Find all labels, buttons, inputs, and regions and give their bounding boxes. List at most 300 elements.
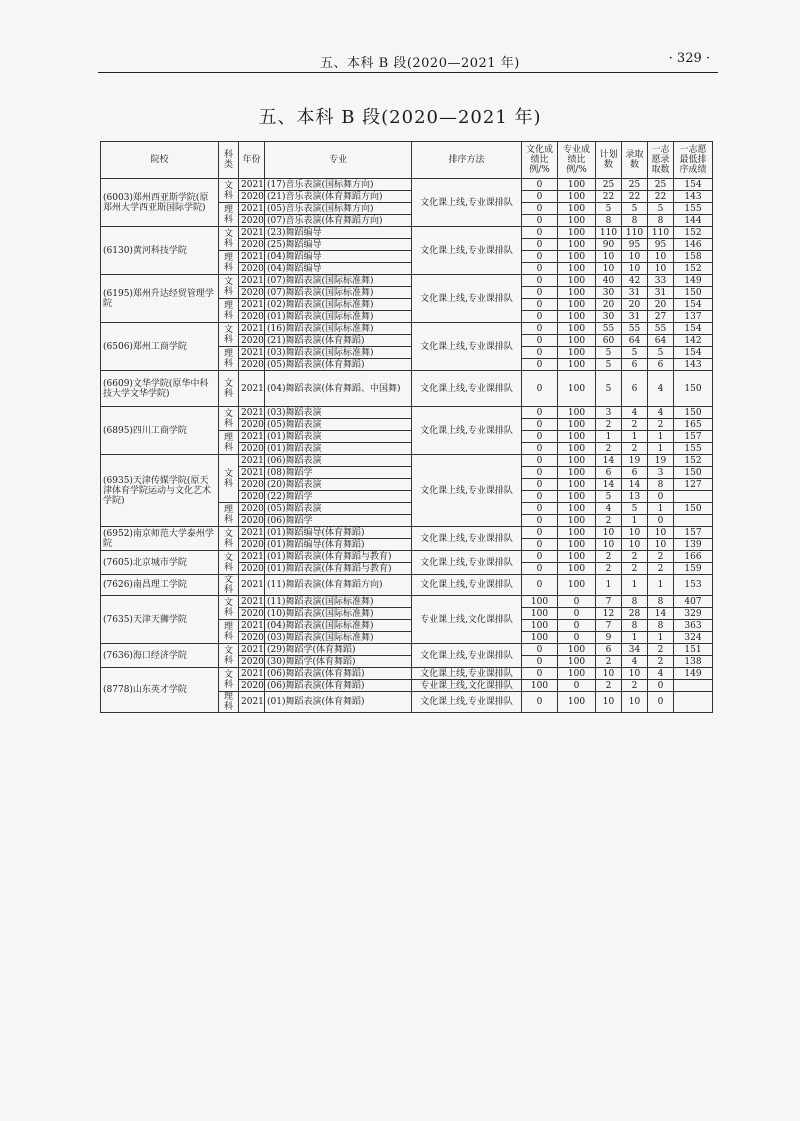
ranking-method: 文化课上线,专业课排队 xyxy=(412,455,522,527)
admitted-count: 10 xyxy=(622,263,648,275)
admitted-count: 5 xyxy=(622,503,648,515)
min-score: 144 xyxy=(674,215,713,227)
major-cell: (01)舞蹈表演(体育舞蹈与教育) xyxy=(265,551,412,563)
culture-ratio: 0 xyxy=(522,263,558,275)
first-choice-count: 19 xyxy=(648,455,674,467)
culture-ratio: 0 xyxy=(522,467,558,479)
subject-type: 文科 xyxy=(219,227,239,251)
table-row xyxy=(101,668,713,680)
first-choice-count: 1 xyxy=(648,431,674,443)
plan-count: 2 xyxy=(596,551,622,563)
subject-type: 文科 xyxy=(219,407,239,431)
admitted-count: 42 xyxy=(622,275,648,287)
min-score: 152 xyxy=(674,455,713,467)
plan-count: 6 xyxy=(596,467,622,479)
min-score xyxy=(674,692,713,713)
min-score: 154 xyxy=(674,299,713,311)
major-ratio: 100 xyxy=(558,443,596,455)
min-score xyxy=(674,515,713,527)
major-cell: (04)舞蹈表演(体育舞蹈、中国舞) xyxy=(265,371,412,407)
year-cell: 2020 xyxy=(239,263,265,275)
min-score: 153 xyxy=(674,575,713,596)
plan-count: 2 xyxy=(596,680,622,692)
admitted-count: 22 xyxy=(622,191,648,203)
subject-type: 文科 xyxy=(219,668,239,692)
major-ratio: 100 xyxy=(558,644,596,656)
year-cell: 2020 xyxy=(239,608,265,620)
school-name: (6952)南京师范大学泰州学院 xyxy=(101,527,219,551)
major-cell: (25)舞蹈编导 xyxy=(265,239,412,251)
running-head xyxy=(98,50,718,73)
year-cell: 2021 xyxy=(239,371,265,407)
header-school: 院校 xyxy=(101,142,219,179)
page-number: · 329 · xyxy=(668,51,710,66)
admitted-count: 6 xyxy=(622,359,648,371)
plan-count: 110 xyxy=(596,227,622,239)
plan-count: 1 xyxy=(596,575,622,596)
major-cell: (01)舞蹈编导(体育舞蹈) xyxy=(265,527,412,539)
school-name: (8778)山东英才学院 xyxy=(101,668,219,713)
table-row xyxy=(101,551,713,563)
admitted-count: 10 xyxy=(622,251,648,263)
major-cell: (01)舞蹈表演(体育舞蹈与教育) xyxy=(265,563,412,575)
section-title: 五、本科 B 段(2020—2021 年) xyxy=(258,107,542,128)
ranking-method: 文化课上线,专业课排队 xyxy=(412,644,522,668)
header-plan: 计划数 xyxy=(596,142,622,179)
major-ratio: 100 xyxy=(558,407,596,419)
culture-ratio: 0 xyxy=(522,323,558,335)
min-score: 150 xyxy=(674,407,713,419)
table-header-row xyxy=(101,142,713,179)
plan-count: 7 xyxy=(596,620,622,632)
culture-ratio: 0 xyxy=(522,311,558,323)
min-score: 159 xyxy=(674,563,713,575)
plan-count: 2 xyxy=(596,515,622,527)
min-score: 137 xyxy=(674,311,713,323)
first-choice-count: 0 xyxy=(648,680,674,692)
culture-ratio: 100 xyxy=(522,680,558,692)
major-ratio: 0 xyxy=(558,632,596,644)
culture-ratio: 0 xyxy=(522,515,558,527)
major-cell: (10)舞蹈表演(国际标准舞) xyxy=(265,608,412,620)
culture-ratio: 0 xyxy=(522,347,558,359)
first-choice-count: 6 xyxy=(648,359,674,371)
subject-type: 理科 xyxy=(219,203,239,227)
plan-count: 90 xyxy=(596,239,622,251)
min-score: 150 xyxy=(674,287,713,299)
culture-ratio: 0 xyxy=(522,668,558,680)
major-cell: (01)舞蹈编导(体育舞蹈) xyxy=(265,539,412,551)
plan-count: 5 xyxy=(596,491,622,503)
first-choice-count: 33 xyxy=(648,275,674,287)
major-cell: (04)舞蹈表演(国际标准舞) xyxy=(265,620,412,632)
min-score: 155 xyxy=(674,203,713,215)
major-ratio: 100 xyxy=(558,455,596,467)
min-score: 138 xyxy=(674,656,713,668)
culture-ratio: 0 xyxy=(522,239,558,251)
table-row xyxy=(101,371,713,407)
culture-ratio: 0 xyxy=(522,251,558,263)
plan-count: 2 xyxy=(596,443,622,455)
major-ratio: 100 xyxy=(558,371,596,407)
first-choice-count: 22 xyxy=(648,191,674,203)
min-score: 139 xyxy=(674,539,713,551)
major-ratio: 100 xyxy=(558,539,596,551)
major-ratio: 100 xyxy=(558,335,596,347)
plan-count: 10 xyxy=(596,527,622,539)
admitted-count: 2 xyxy=(622,563,648,575)
major-cell: (23)舞蹈编导 xyxy=(265,227,412,239)
major-cell: (06)舞蹈学 xyxy=(265,515,412,527)
header-year: 年份 xyxy=(239,142,265,179)
year-cell: 2021 xyxy=(239,323,265,335)
first-choice-count: 1 xyxy=(648,503,674,515)
plan-count: 2 xyxy=(596,656,622,668)
year-cell: 2021 xyxy=(239,620,265,632)
plan-count: 14 xyxy=(596,455,622,467)
year-cell: 2021 xyxy=(239,179,265,191)
plan-count: 10 xyxy=(596,539,622,551)
min-score: 127 xyxy=(674,479,713,491)
major-cell: (05)舞蹈表演 xyxy=(265,419,412,431)
culture-ratio: 0 xyxy=(522,656,558,668)
subject-type: 理科 xyxy=(219,299,239,323)
plan-count: 2 xyxy=(596,419,622,431)
culture-ratio: 0 xyxy=(522,359,558,371)
header-rule: 排序方法 xyxy=(412,142,522,179)
major-cell: (22)舞蹈学 xyxy=(265,491,412,503)
ranking-method: 专业课上线,文化课排队 xyxy=(412,596,522,644)
first-choice-count: 2 xyxy=(648,644,674,656)
major-ratio: 0 xyxy=(558,596,596,608)
running-title: 五、本科 B 段(2020—2021 年) xyxy=(320,56,520,71)
min-score: 407 xyxy=(674,596,713,608)
major-cell: (04)舞蹈编导 xyxy=(265,251,412,263)
year-cell: 2021 xyxy=(239,668,265,680)
year-cell: 2021 xyxy=(239,455,265,467)
first-choice-count: 5 xyxy=(648,347,674,359)
major-ratio: 100 xyxy=(558,431,596,443)
admission-table xyxy=(100,141,713,713)
min-score: 155 xyxy=(674,443,713,455)
header-first-choice: 一志愿录取数 xyxy=(648,142,674,179)
year-cell: 2021 xyxy=(239,467,265,479)
min-score: 154 xyxy=(674,323,713,335)
major-ratio: 100 xyxy=(558,551,596,563)
admitted-count: 2 xyxy=(622,551,648,563)
first-choice-count: 31 xyxy=(648,287,674,299)
year-cell: 2020 xyxy=(239,359,265,371)
first-choice-count: 10 xyxy=(648,527,674,539)
school-name: (6003)郑州西亚斯学院(原郑州大学西亚斯国际学院) xyxy=(101,179,219,227)
major-ratio: 0 xyxy=(558,680,596,692)
year-cell: 2020 xyxy=(239,632,265,644)
culture-ratio: 0 xyxy=(522,407,558,419)
major-cell: (07)音乐表演(体育舞蹈方向) xyxy=(265,215,412,227)
ranking-method: 专业课上线,文化课排队 xyxy=(412,680,522,692)
min-score: 146 xyxy=(674,239,713,251)
culture-ratio: 0 xyxy=(522,299,558,311)
plan-count: 5 xyxy=(596,371,622,407)
plan-count: 5 xyxy=(596,347,622,359)
year-cell: 2020 xyxy=(239,479,265,491)
plan-count: 9 xyxy=(596,632,622,644)
subject-type: 理科 xyxy=(219,503,239,527)
min-score: 150 xyxy=(674,371,713,407)
year-cell: 2021 xyxy=(239,347,265,359)
subject-type: 文科 xyxy=(219,455,239,503)
first-choice-count: 20 xyxy=(648,299,674,311)
ranking-method: 文化课上线,专业课排队 xyxy=(412,179,522,227)
school-name: (7635)天津天狮学院 xyxy=(101,596,219,644)
year-cell: 2020 xyxy=(239,443,265,455)
major-cell: (07)舞蹈表演(国际标准舞) xyxy=(265,287,412,299)
min-score: 363 xyxy=(674,620,713,632)
ranking-method: 文化课上线,专业课排队 xyxy=(412,692,522,713)
first-choice-count: 2 xyxy=(648,551,674,563)
min-score: 152 xyxy=(674,263,713,275)
major-ratio: 100 xyxy=(558,491,596,503)
major-ratio: 100 xyxy=(558,359,596,371)
admitted-count: 2 xyxy=(622,443,648,455)
major-cell: (11)舞蹈表演(体育舞蹈方向) xyxy=(265,575,412,596)
school-name: (6195)郑州升达经贸管理学院 xyxy=(101,275,219,323)
year-cell: 2021 xyxy=(239,644,265,656)
year-cell: 2021 xyxy=(239,596,265,608)
year-cell: 2020 xyxy=(239,191,265,203)
plan-count: 60 xyxy=(596,335,622,347)
year-cell: 2020 xyxy=(239,215,265,227)
major-cell: (01)舞蹈表演(国际标准舞) xyxy=(265,311,412,323)
min-score: 149 xyxy=(674,668,713,680)
first-choice-count: 64 xyxy=(648,335,674,347)
major-ratio: 100 xyxy=(558,215,596,227)
year-cell: 2021 xyxy=(239,299,265,311)
subject-type: 文科 xyxy=(219,596,239,620)
major-cell: (06)舞蹈表演(体育舞蹈) xyxy=(265,680,412,692)
admitted-count: 10 xyxy=(622,539,648,551)
first-choice-count: 0 xyxy=(648,692,674,713)
culture-ratio: 0 xyxy=(522,479,558,491)
admitted-count: 1 xyxy=(622,632,648,644)
admitted-count: 95 xyxy=(622,239,648,251)
major-ratio: 100 xyxy=(558,179,596,191)
school-name: (7626)南昌理工学院 xyxy=(101,575,219,596)
major-cell: (16)舞蹈表演(国际标准舞) xyxy=(265,323,412,335)
first-choice-count: 1 xyxy=(648,632,674,644)
header-min-score: 一志愿最低排序成绩 xyxy=(674,142,713,179)
major-ratio: 100 xyxy=(558,275,596,287)
major-ratio: 100 xyxy=(558,191,596,203)
plan-count: 10 xyxy=(596,692,622,713)
subject-type: 文科 xyxy=(219,323,239,347)
table-row xyxy=(101,275,713,287)
year-cell: 2020 xyxy=(239,503,265,515)
major-ratio: 100 xyxy=(558,311,596,323)
first-choice-count: 2 xyxy=(648,419,674,431)
major-cell: (04)舞蹈编导 xyxy=(265,263,412,275)
major-ratio: 100 xyxy=(558,527,596,539)
ranking-method: 文化课上线,专业课排队 xyxy=(412,527,522,551)
subject-type: 文科 xyxy=(219,275,239,299)
subject-type: 理科 xyxy=(219,431,239,455)
year-cell: 2020 xyxy=(239,239,265,251)
year-cell: 2021 xyxy=(239,227,265,239)
major-ratio: 100 xyxy=(558,347,596,359)
min-score: 142 xyxy=(674,335,713,347)
plan-count: 12 xyxy=(596,608,622,620)
min-score: 158 xyxy=(674,251,713,263)
table-row xyxy=(101,455,713,467)
header-subject: 科类 xyxy=(219,142,239,179)
admitted-count: 28 xyxy=(622,608,648,620)
table-row xyxy=(101,644,713,656)
major-cell: (17)音乐表演(国标舞方向) xyxy=(265,179,412,191)
subject-type: 理科 xyxy=(219,692,239,713)
admitted-count: 64 xyxy=(622,335,648,347)
year-cell: 2021 xyxy=(239,251,265,263)
ranking-method: 文化课上线,专业课排队 xyxy=(412,551,522,575)
major-cell: (03)舞蹈表演(国际标准舞) xyxy=(265,347,412,359)
min-score: 152 xyxy=(674,227,713,239)
culture-ratio: 0 xyxy=(522,203,558,215)
table-body xyxy=(101,179,713,713)
major-ratio: 100 xyxy=(558,563,596,575)
min-score: 154 xyxy=(674,179,713,191)
year-cell: 2020 xyxy=(239,515,265,527)
culture-ratio: 0 xyxy=(522,455,558,467)
min-score: 151 xyxy=(674,644,713,656)
major-cell: (03)舞蹈表演 xyxy=(265,407,412,419)
subject-type: 文科 xyxy=(219,371,239,407)
subject-type: 文科 xyxy=(219,644,239,668)
major-ratio: 0 xyxy=(558,620,596,632)
major-cell: (30)舞蹈学(体育舞蹈) xyxy=(265,656,412,668)
admitted-count: 4 xyxy=(622,656,648,668)
admitted-count: 2 xyxy=(622,419,648,431)
plan-count: 14 xyxy=(596,479,622,491)
culture-ratio: 0 xyxy=(522,644,558,656)
admitted-count: 6 xyxy=(622,467,648,479)
major-ratio: 100 xyxy=(558,323,596,335)
header-major: 专业 xyxy=(265,142,412,179)
first-choice-count: 1 xyxy=(648,443,674,455)
table-row xyxy=(101,407,713,419)
header-culture-ratio: 文化成绩比例/% xyxy=(522,142,558,179)
school-name: (7636)海口经济学院 xyxy=(101,644,219,668)
major-ratio: 100 xyxy=(558,668,596,680)
first-choice-count: 25 xyxy=(648,179,674,191)
admitted-count: 10 xyxy=(622,668,648,680)
admitted-count: 6 xyxy=(622,371,648,407)
first-choice-count: 55 xyxy=(648,323,674,335)
subject-type: 理科 xyxy=(219,620,239,644)
subject-type: 文科 xyxy=(219,575,239,596)
plan-count: 10 xyxy=(596,263,622,275)
culture-ratio: 0 xyxy=(522,539,558,551)
first-choice-count: 95 xyxy=(648,239,674,251)
plan-count: 5 xyxy=(596,203,622,215)
table-row xyxy=(101,527,713,539)
plan-count: 20 xyxy=(596,299,622,311)
school-name: (6895)四川工商学院 xyxy=(101,407,219,455)
plan-count: 5 xyxy=(596,359,622,371)
min-score: 157 xyxy=(674,431,713,443)
admitted-count: 2 xyxy=(622,680,648,692)
first-choice-count: 0 xyxy=(648,491,674,503)
first-choice-count: 27 xyxy=(648,311,674,323)
ranking-method: 文化课上线,专业课排队 xyxy=(412,323,522,371)
school-name: (7605)北京城市学院 xyxy=(101,551,219,575)
first-choice-count: 10 xyxy=(648,263,674,275)
table-row xyxy=(101,575,713,596)
year-cell: 2021 xyxy=(239,407,265,419)
culture-ratio: 0 xyxy=(522,335,558,347)
min-score xyxy=(674,680,713,692)
year-cell: 2020 xyxy=(239,419,265,431)
culture-ratio: 0 xyxy=(522,527,558,539)
culture-ratio: 0 xyxy=(522,419,558,431)
major-ratio: 100 xyxy=(558,263,596,275)
year-cell: 2021 xyxy=(239,527,265,539)
table-row xyxy=(101,227,713,239)
culture-ratio: 100 xyxy=(522,632,558,644)
year-cell: 2021 xyxy=(239,551,265,563)
admitted-count: 20 xyxy=(622,299,648,311)
first-choice-count: 4 xyxy=(648,371,674,407)
admitted-count: 1 xyxy=(622,515,648,527)
admitted-count: 5 xyxy=(622,347,648,359)
subject-type: 文科 xyxy=(219,527,239,551)
plan-count: 6 xyxy=(596,644,622,656)
culture-ratio: 0 xyxy=(522,215,558,227)
first-choice-count: 5 xyxy=(648,203,674,215)
min-score: 324 xyxy=(674,632,713,644)
admitted-count: 31 xyxy=(622,287,648,299)
min-score: 149 xyxy=(674,275,713,287)
major-cell: (11)舞蹈表演(国际标准舞) xyxy=(265,596,412,608)
culture-ratio: 0 xyxy=(522,227,558,239)
ranking-method: 文化课上线,专业课排队 xyxy=(412,371,522,407)
first-choice-count: 8 xyxy=(648,215,674,227)
min-score: 150 xyxy=(674,467,713,479)
table-row xyxy=(101,596,713,608)
year-cell: 2020 xyxy=(239,311,265,323)
year-cell: 2021 xyxy=(239,203,265,215)
subject-type: 理科 xyxy=(219,251,239,275)
culture-ratio: 0 xyxy=(522,287,558,299)
major-cell: (05)舞蹈表演(体育舞蹈) xyxy=(265,359,412,371)
admitted-count: 10 xyxy=(622,527,648,539)
admitted-count: 13 xyxy=(622,491,648,503)
header-major-ratio: 专业成绩比例/% xyxy=(558,142,596,179)
major-ratio: 100 xyxy=(558,515,596,527)
first-choice-count: 10 xyxy=(648,539,674,551)
header-admitted: 录取数 xyxy=(622,142,648,179)
admitted-count: 8 xyxy=(622,620,648,632)
school-name: (6609)文华学院(原华中科技大学文华学院) xyxy=(101,371,219,407)
min-score: 143 xyxy=(674,191,713,203)
first-choice-count: 2 xyxy=(648,656,674,668)
ranking-method: 文化课上线,专业课排队 xyxy=(412,227,522,275)
major-ratio: 100 xyxy=(558,503,596,515)
major-ratio: 100 xyxy=(558,251,596,263)
admitted-count: 1 xyxy=(622,575,648,596)
year-cell: 2021 xyxy=(239,431,265,443)
major-cell: (08)舞蹈学 xyxy=(265,467,412,479)
first-choice-count: 4 xyxy=(648,668,674,680)
culture-ratio: 100 xyxy=(522,620,558,632)
